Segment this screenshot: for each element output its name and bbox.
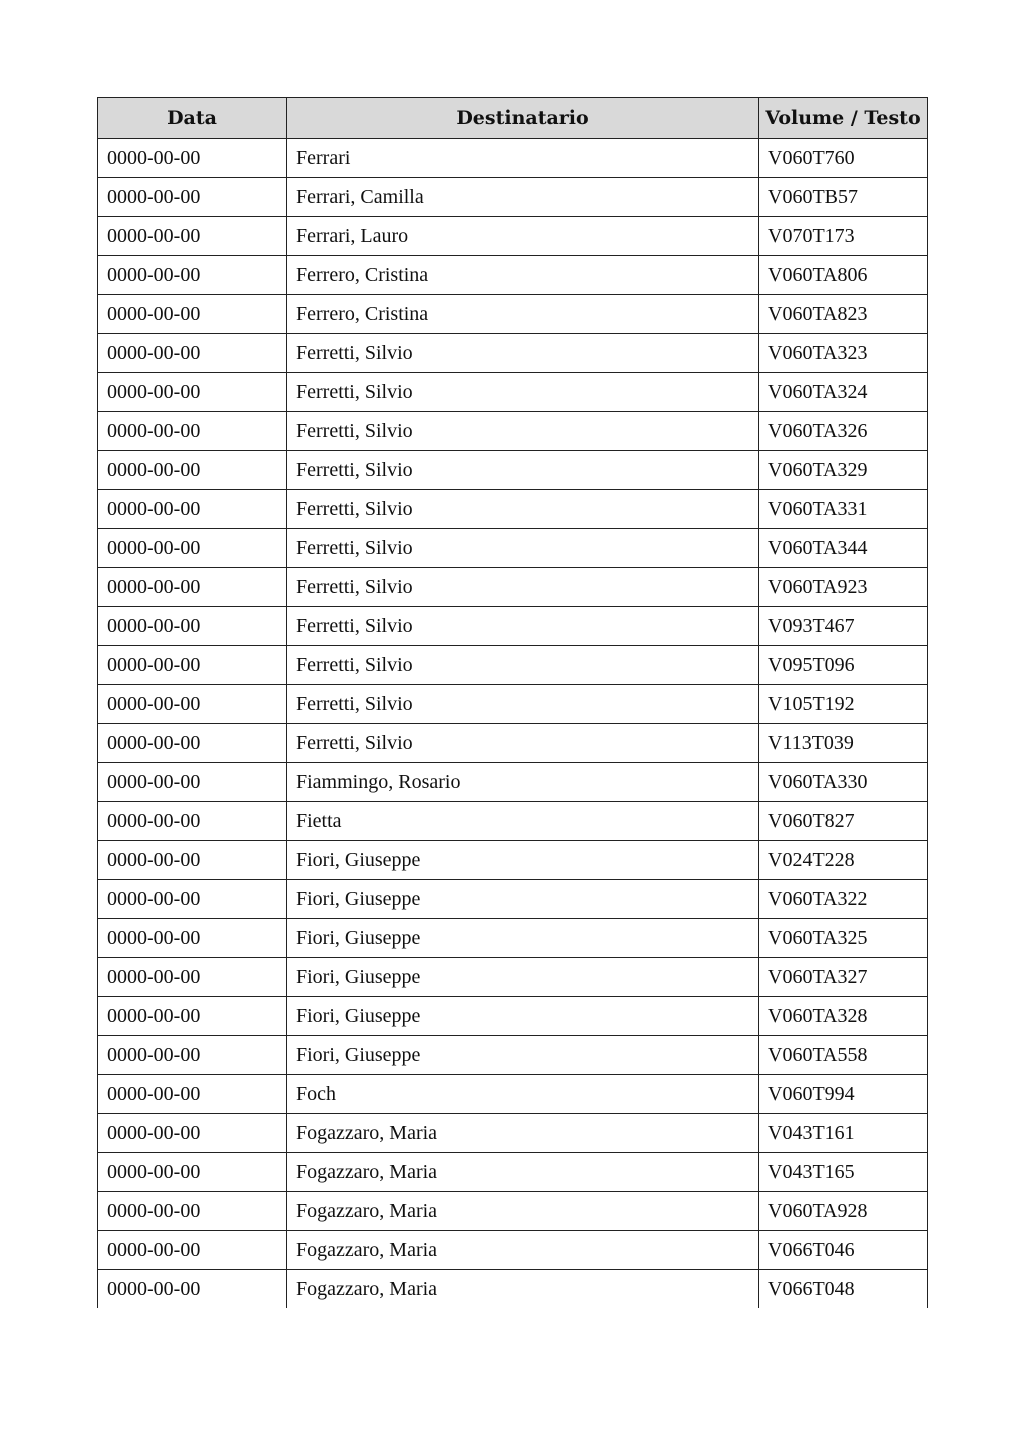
cell-volume-testo: V105T192 bbox=[759, 685, 928, 724]
cell-destinatario: Ferretti, Silvio bbox=[287, 490, 759, 529]
cell-volume-testo: V060T760 bbox=[759, 139, 928, 178]
cell-destinatario: Ferretti, Silvio bbox=[287, 529, 759, 568]
cell-volume-testo: V060TA323 bbox=[759, 334, 928, 373]
cell-date: 0000-00-00 bbox=[98, 178, 287, 217]
cell-destinatario: Fogazzaro, Maria bbox=[287, 1231, 759, 1270]
table-row bbox=[98, 1036, 928, 1075]
table-header bbox=[98, 98, 928, 139]
cell-destinatario: Fogazzaro, Maria bbox=[287, 1153, 759, 1192]
header-row bbox=[98, 98, 928, 139]
cell-destinatario: Fogazzaro, Maria bbox=[287, 1192, 759, 1231]
cell-destinatario: Fiori, Giuseppe bbox=[287, 919, 759, 958]
table-row bbox=[98, 490, 928, 529]
cell-volume-testo: V060TA928 bbox=[759, 1192, 928, 1231]
table-row bbox=[98, 1192, 928, 1231]
cell-destinatario: Ferretti, Silvio bbox=[287, 607, 759, 646]
column-header-volume-testo: Volume / Testo bbox=[759, 98, 928, 139]
cell-date: 0000-00-00 bbox=[98, 841, 287, 880]
cell-volume-testo: V060TA806 bbox=[759, 256, 928, 295]
cell-destinatario: Ferretti, Silvio bbox=[287, 685, 759, 724]
cell-volume-testo: V093T467 bbox=[759, 607, 928, 646]
cell-volume-testo: V043T165 bbox=[759, 1153, 928, 1192]
table-row bbox=[98, 685, 928, 724]
cell-date: 0000-00-00 bbox=[98, 763, 287, 802]
cell-volume-testo: V060T994 bbox=[759, 1075, 928, 1114]
cell-destinatario: Ferretti, Silvio bbox=[287, 646, 759, 685]
table-row bbox=[98, 1153, 928, 1192]
table-row bbox=[98, 178, 928, 217]
cell-destinatario: Fiori, Giuseppe bbox=[287, 841, 759, 880]
cell-destinatario: Fiammingo, Rosario bbox=[287, 763, 759, 802]
cell-destinatario: Fiori, Giuseppe bbox=[287, 997, 759, 1036]
cell-date: 0000-00-00 bbox=[98, 646, 287, 685]
cell-destinatario: Ferrero, Cristina bbox=[287, 295, 759, 334]
cell-date: 0000-00-00 bbox=[98, 451, 287, 490]
cell-destinatario: Ferrero, Cristina bbox=[287, 256, 759, 295]
cell-destinatario: Fietta bbox=[287, 802, 759, 841]
cell-date: 0000-00-00 bbox=[98, 529, 287, 568]
cell-volume-testo: V113T039 bbox=[759, 724, 928, 763]
cell-destinatario: Ferretti, Silvio bbox=[287, 412, 759, 451]
cell-date: 0000-00-00 bbox=[98, 685, 287, 724]
table-row bbox=[98, 1114, 928, 1153]
table-row bbox=[98, 334, 928, 373]
cell-volume-testo: V060TA325 bbox=[759, 919, 928, 958]
cell-volume-testo: V060TA330 bbox=[759, 763, 928, 802]
table-row bbox=[98, 646, 928, 685]
table-row bbox=[98, 880, 928, 919]
cell-volume-testo: V066T048 bbox=[759, 1270, 928, 1309]
cell-destinatario: Ferrari, Lauro bbox=[287, 217, 759, 256]
table-row bbox=[98, 958, 928, 997]
table-row bbox=[98, 1270, 928, 1309]
cell-destinatario: Ferretti, Silvio bbox=[287, 373, 759, 412]
cell-date: 0000-00-00 bbox=[98, 256, 287, 295]
cell-date: 0000-00-00 bbox=[98, 958, 287, 997]
cell-volume-testo: V060TA326 bbox=[759, 412, 928, 451]
cell-destinatario: Fiori, Giuseppe bbox=[287, 880, 759, 919]
cell-date: 0000-00-00 bbox=[98, 1153, 287, 1192]
table-row bbox=[98, 256, 928, 295]
cell-date: 0000-00-00 bbox=[98, 568, 287, 607]
table-row bbox=[98, 529, 928, 568]
cell-date: 0000-00-00 bbox=[98, 373, 287, 412]
cell-destinatario: Fiori, Giuseppe bbox=[287, 958, 759, 997]
cell-date: 0000-00-00 bbox=[98, 880, 287, 919]
cell-volume-testo: V060TA344 bbox=[759, 529, 928, 568]
table-row bbox=[98, 607, 928, 646]
table-row bbox=[98, 724, 928, 763]
table-row bbox=[98, 373, 928, 412]
cell-date: 0000-00-00 bbox=[98, 490, 287, 529]
cell-volume-testo: V070T173 bbox=[759, 217, 928, 256]
cell-destinatario: Ferretti, Silvio bbox=[287, 568, 759, 607]
table-row bbox=[98, 217, 928, 256]
cell-date: 0000-00-00 bbox=[98, 217, 287, 256]
table-row bbox=[98, 841, 928, 880]
cell-destinatario: Ferretti, Silvio bbox=[287, 334, 759, 373]
cell-destinatario: Ferretti, Silvio bbox=[287, 451, 759, 490]
cell-volume-testo: V060TA322 bbox=[759, 880, 928, 919]
column-header-data: Data bbox=[98, 98, 287, 139]
table-row bbox=[98, 139, 928, 178]
table-body bbox=[98, 139, 928, 1309]
cell-volume-testo: V060TA558 bbox=[759, 1036, 928, 1075]
cell-volume-testo: V060TA324 bbox=[759, 373, 928, 412]
cell-date: 0000-00-00 bbox=[98, 1192, 287, 1231]
records-table bbox=[97, 97, 928, 1308]
table-row bbox=[98, 568, 928, 607]
cell-volume-testo: V060TB57 bbox=[759, 178, 928, 217]
table-row bbox=[98, 763, 928, 802]
cell-date: 0000-00-00 bbox=[98, 1075, 287, 1114]
cell-destinatario: Ferrari bbox=[287, 139, 759, 178]
table-row bbox=[98, 919, 928, 958]
cell-date: 0000-00-00 bbox=[98, 412, 287, 451]
cell-destinatario: Fogazzaro, Maria bbox=[287, 1270, 759, 1309]
cell-date: 0000-00-00 bbox=[98, 1270, 287, 1309]
cell-date: 0000-00-00 bbox=[98, 724, 287, 763]
cell-volume-testo: V043T161 bbox=[759, 1114, 928, 1153]
cell-date: 0000-00-00 bbox=[98, 1114, 287, 1153]
cell-date: 0000-00-00 bbox=[98, 919, 287, 958]
cell-volume-testo: V095T096 bbox=[759, 646, 928, 685]
cell-date: 0000-00-00 bbox=[98, 295, 287, 334]
cell-date: 0000-00-00 bbox=[98, 607, 287, 646]
cell-date: 0000-00-00 bbox=[98, 997, 287, 1036]
cell-date: 0000-00-00 bbox=[98, 334, 287, 373]
cell-volume-testo: V060TA327 bbox=[759, 958, 928, 997]
cell-destinatario: Foch bbox=[287, 1075, 759, 1114]
cell-date: 0000-00-00 bbox=[98, 802, 287, 841]
column-header-destinatario: Destinatario bbox=[287, 98, 759, 139]
table-row bbox=[98, 997, 928, 1036]
table-row bbox=[98, 802, 928, 841]
table-row bbox=[98, 1075, 928, 1114]
cell-destinatario: Ferrari, Camilla bbox=[287, 178, 759, 217]
cell-volume-testo: V060TA331 bbox=[759, 490, 928, 529]
cell-destinatario: Ferretti, Silvio bbox=[287, 724, 759, 763]
cell-volume-testo: V060TA923 bbox=[759, 568, 928, 607]
cell-date: 0000-00-00 bbox=[98, 1231, 287, 1270]
cell-volume-testo: V060TA329 bbox=[759, 451, 928, 490]
table-row bbox=[98, 412, 928, 451]
table-row bbox=[98, 451, 928, 490]
cell-destinatario: Fiori, Giuseppe bbox=[287, 1036, 759, 1075]
table-row bbox=[98, 295, 928, 334]
cell-volume-testo: V060TA328 bbox=[759, 997, 928, 1036]
cell-destinatario: Fogazzaro, Maria bbox=[287, 1114, 759, 1153]
cell-volume-testo: V024T228 bbox=[759, 841, 928, 880]
cell-volume-testo: V060TA823 bbox=[759, 295, 928, 334]
cell-date: 0000-00-00 bbox=[98, 1036, 287, 1075]
cell-date: 0000-00-00 bbox=[98, 139, 287, 178]
table-row bbox=[98, 1231, 928, 1270]
cell-volume-testo: V066T046 bbox=[759, 1231, 928, 1270]
cell-volume-testo: V060T827 bbox=[759, 802, 928, 841]
